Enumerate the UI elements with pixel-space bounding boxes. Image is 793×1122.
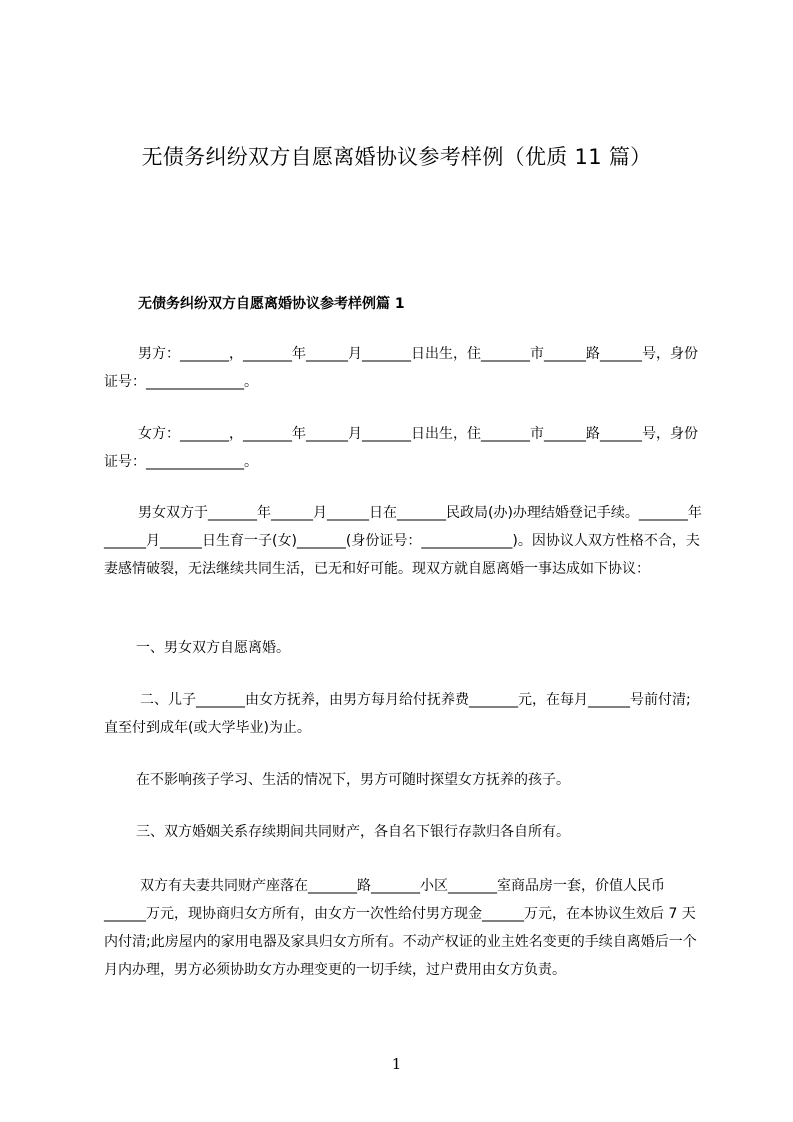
paragraph-property: 双方有夫妻共同财产座落在_______路_______小区_______室商品房一套，价值人民币______万元，现协商归女方所有，由女方一次性给付男方现金______万元，在本协议生效后 7 天内付清;此房屋内的家用电器及家具归女方所有。不动产权证的业主姓名变更的手续自离婚后一个月内办理，男方必须协助女方办理变更的一切手续，过户费用由女方负责。	[104, 878, 697, 978]
section-heading: 无债务纠纷双方自愿离婚协议参考样例篇 1	[138, 296, 405, 312]
paragraph-clause-three: 三、双方婚姻关系存续期间共同财产，各自名下银行存款归各自所有。	[136, 824, 570, 840]
paragraph-woman-info: 女方：_______，_______年______月_______日出生，住_______市______路______号，身份证号：______________。	[104, 426, 698, 470]
paragraph-man-info: 男方：_______，_______年______月_______日出生，住_______市______路______号，身份证号：______________。	[104, 346, 698, 390]
paragraph-clause-two: 二、儿子_______由女方抚养，由男方每月给付抚养费_______元，在每月______号前付清;直至付到成年(或大学毕业)为止。	[104, 692, 691, 736]
paragraph-visitation: 在不影响孩子学习、生活的情况下，男方可随时探望女方抚养的孩子。	[136, 772, 570, 788]
page-number: 1	[391, 1055, 402, 1073]
paragraph-marriage-background: 男女双方于_______年______月______日在_______民政局(办)办理结婚登记手续。_______年______月______日生育一子(女)_______(身份证号：_____________)。因协议人双方性格不合，夫妻感情破裂，无法继续共同生活，已无和好可能。现双方就自愿离婚一事达成如下协议：	[104, 505, 702, 577]
document-title: 无债务纠纷双方自愿离婚协议参考样例（优质 11 篇）	[141, 145, 652, 169]
paragraph-clause-one: 一、男女双方自愿离婚。	[136, 640, 290, 656]
